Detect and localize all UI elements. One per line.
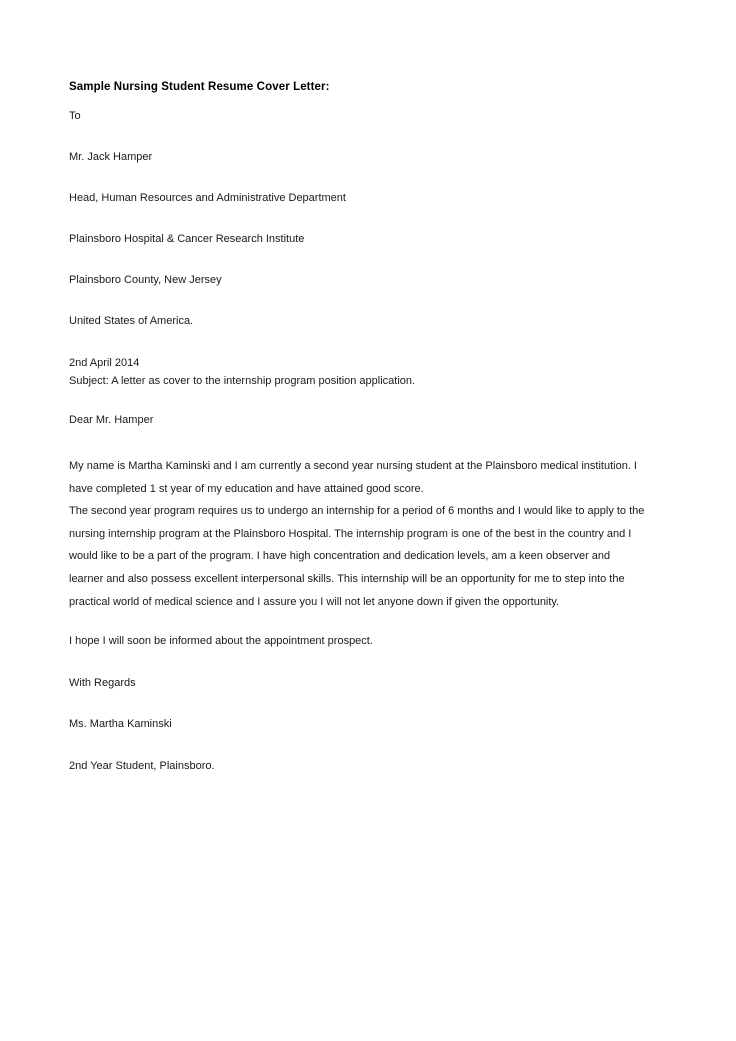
cover-letter [69, 80, 647, 778]
address-line-organization: Plainsboro Hospital & Cancer Research Institute [69, 233, 305, 245]
address-line-name: Mr. Jack Hamper [69, 151, 153, 163]
page-title: Sample Nursing Student Resume Cover Letter: [69, 81, 330, 93]
address-line-locality: Plainsboro County, New Jersey [69, 274, 222, 286]
letter-date: 2nd April 2014 [69, 357, 140, 369]
sign-off: With Regards [69, 676, 136, 689]
closing-request: I hope I will soon be informed about the appointment prospect. [69, 635, 373, 648]
letter-salutation: Dear Mr. Hamper [69, 414, 154, 426]
sender-title: 2nd Year Student, Plainsboro. [69, 759, 215, 772]
body-paragraph-2: The second year program requires us to undergo an internship for a period of 6 months and I would like to apply to the nursing internship program at the Plainsboro Hospital. The internship program is one of the best in the country and I would like to be a part of the program. I have high concentration and dedication levels, am a keen observer and learner and also possess excellent interpersonal skills. This internship will be an opportunity for me to step into the practical world of medical science and I assure you I will not let anyone down if given the opportunity. [69, 505, 645, 608]
sender-name: Ms. Martha Kaminski [69, 718, 172, 731]
letter-subject: Subject: A letter as cover to the internship program position application. [69, 375, 416, 387]
recipient-address-block [69, 109, 647, 328]
address-line-to: To [69, 110, 81, 122]
address-line-country: United States of America. [69, 315, 194, 327]
address-line-department: Head, Human Resources and Administrative Department [69, 192, 346, 204]
letter-body [69, 455, 647, 613]
body-paragraph-1: My name is Martha Kaminski and I am currently a second year nursing student at the Plainsboro medical institution. I have completed 1 st year of my education and have attained good score. [69, 460, 637, 495]
